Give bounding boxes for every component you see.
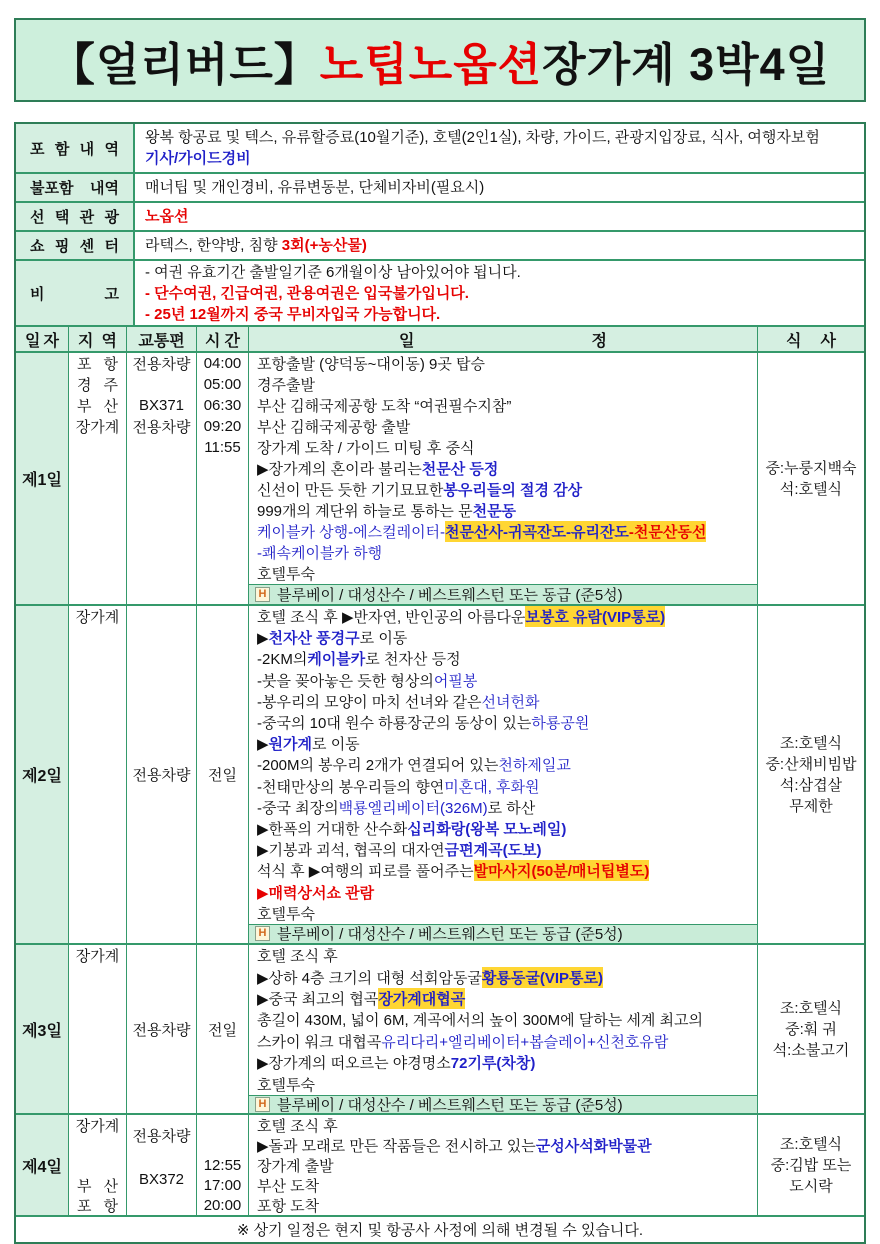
schedule-header-row — [16, 327, 864, 353]
text-segment: ▶한폭의 거대한 산수화 — [257, 820, 408, 838]
text-segment: 일 — [399, 332, 415, 350]
itinerary-line — [249, 881, 757, 902]
day-row — [16, 1115, 864, 1217]
text-segment: 석식 후 ▶여행의 피로를 풀어주는 — [257, 863, 474, 881]
text-segment: 전용차량 — [132, 419, 191, 436]
day-label-cell — [16, 606, 69, 943]
text-segment: 천문동 — [472, 503, 517, 520]
text-segment: ▶ — [257, 735, 269, 753]
schedule-days — [16, 353, 864, 1217]
time-item — [197, 395, 248, 416]
info-row-label — [16, 174, 135, 201]
itinerary-line — [249, 395, 757, 416]
text-segment: ▶장가계의 혼이라 불리는 — [257, 461, 422, 478]
text-segment: 로 하산 — [487, 799, 536, 817]
transport-item — [127, 945, 196, 1113]
itinerary-line — [249, 1175, 757, 1195]
text-segment: 09:20 — [203, 418, 242, 435]
text-segment: 교통편 — [138, 332, 185, 350]
text-segment: - 단수여권, 긴급여권, 관용여권은 입국불가입니다. — [145, 284, 469, 302]
text-segment: BX371 — [138, 397, 185, 414]
hotel-icon: H — [255, 587, 270, 602]
hotel-row — [249, 1095, 757, 1113]
itinerary-line — [249, 606, 757, 627]
text-segment: 비 — [30, 285, 45, 303]
text-segment: 신선이 만든 듯한 기기묘묘한 — [257, 482, 444, 499]
text-segment: BX372 — [138, 1170, 185, 1188]
info-row-content — [135, 261, 864, 325]
text-segment: 999개의 계단위 하늘로 통하는 문 — [257, 503, 473, 520]
text-segment: 전일 — [208, 767, 237, 784]
itinerary-line — [249, 945, 757, 966]
text-segment: 호텔투숙 — [257, 905, 315, 923]
text-segment: 【얼리버드】 — [49, 38, 320, 90]
schedule-header-cell — [197, 327, 249, 351]
itinerary-line — [249, 374, 757, 395]
transport-item — [127, 416, 196, 437]
tour-title — [14, 18, 866, 102]
day-label: 제2일 — [22, 768, 62, 785]
itinerary-cell — [249, 945, 758, 1113]
text-segment: 택 — [54, 209, 70, 226]
meal-line: 중:김밥 또는 — [770, 1156, 852, 1174]
transport-item — [127, 395, 196, 416]
itinerary-line — [249, 542, 757, 563]
text-segment: 포 — [30, 140, 45, 158]
itinerary-line — [249, 500, 757, 521]
text-segment: ▶돌과 모래로 만든 작품들은 전시하고 있는 — [257, 1137, 536, 1155]
itinerary-line — [249, 458, 757, 479]
text-segment: 부산 김해국제공항 출발 — [257, 419, 411, 436]
text-segment: 핑 — [54, 238, 70, 255]
text-segment: 장가계 — [75, 1117, 120, 1135]
hotel-icon: H — [255, 926, 270, 941]
text-segment: ▶매력상서쇼 관람 — [257, 884, 375, 902]
text-segment: 주 — [103, 377, 118, 394]
text-segment: 내 — [79, 140, 95, 158]
time-item — [197, 606, 248, 943]
text-segment: 사 — [820, 332, 836, 350]
text-segment: 장가계 3박4일 — [542, 38, 831, 90]
time-item — [197, 416, 248, 437]
transport-cell — [127, 353, 197, 604]
text-segment: 장가계 출발 — [257, 1157, 334, 1175]
info-line — [145, 177, 864, 198]
text-segment: 시 — [205, 332, 221, 350]
itinerary-line — [249, 839, 757, 860]
info-row-content — [135, 124, 864, 172]
text-segment: 스카이 워크 대협곡 — [257, 1033, 382, 1051]
text-segment: 천자산 풍경구 — [268, 630, 360, 648]
region-item — [69, 395, 126, 416]
text-segment: 간 — [224, 332, 240, 350]
itinerary-cell — [249, 606, 758, 943]
text-segment: 06:30 — [203, 397, 242, 414]
itinerary-line — [249, 563, 757, 584]
text-segment: 어필봉 — [433, 672, 478, 690]
info-line — [145, 304, 864, 325]
text-segment: 광 — [104, 209, 119, 226]
tour-info-section — [16, 124, 864, 327]
text-segment: -붓을 꽂아놓은 듯한 형상의 — [257, 672, 434, 690]
text-segment: 전용차량 — [132, 356, 191, 373]
meal-line: 도시락 — [789, 1177, 833, 1195]
schedule-header-cell — [127, 327, 197, 351]
meal-cell — [758, 606, 864, 943]
text-segment: 경주출발 — [257, 377, 315, 394]
day-label-cell — [16, 1115, 69, 1215]
itinerary-line — [249, 1195, 757, 1215]
text-segment: 금편계곡(도보) — [444, 842, 542, 860]
text-segment: 노팁노옵션 — [319, 38, 543, 90]
text-segment: 고 — [104, 285, 119, 303]
day-label: 제3일 — [22, 1022, 62, 1040]
hotel-row — [249, 924, 757, 943]
meal-line: 조:호텔식 — [779, 999, 843, 1017]
transport-cell — [127, 1115, 197, 1215]
info-row — [16, 261, 864, 327]
transport-item — [127, 353, 196, 374]
time-item — [197, 1175, 248, 1195]
text-segment: 20:00 — [203, 1196, 242, 1214]
region-cell — [69, 353, 127, 604]
itinerary-cell — [249, 1115, 758, 1215]
text-segment: 전일 — [208, 1021, 237, 1039]
text-segment: 천문산사-귀곡잔도-유리잔도 — [445, 521, 629, 542]
itinerary-line — [249, 353, 757, 374]
text-segment: 일 — [25, 332, 41, 350]
text-segment: 천하제일교 — [498, 757, 571, 775]
itinerary-line — [249, 966, 757, 987]
text-segment: -봉우리의 모양이 마치 선녀와 같은 — [257, 693, 482, 711]
itinerary-line — [249, 521, 757, 542]
text-segment: 05:00 — [203, 376, 242, 393]
itinerary-cell — [249, 353, 758, 604]
text-segment: 자 — [43, 332, 59, 350]
text-segment: 3회(+농산물) — [281, 237, 367, 254]
meal-cell — [758, 353, 864, 604]
meal-line: 석:삼겹살 — [779, 776, 843, 794]
info-row-content — [135, 232, 864, 259]
text-segment: 부산 김해국제공항 도착 “여권필수지참” — [257, 398, 512, 415]
region-item — [69, 606, 126, 627]
region-item — [69, 1115, 126, 1135]
meal-cell — [758, 945, 864, 1113]
region-cell — [69, 945, 127, 1113]
text-segment: 호텔투숙 — [257, 566, 315, 583]
info-line — [145, 262, 864, 283]
hotel-icon: H — [255, 1097, 270, 1112]
hotel-name: 블루베이 / 대성산수 / 베스트웨스턴 또는 동급 (준5성) — [277, 587, 623, 604]
info-row-content — [135, 174, 864, 201]
info-line — [145, 127, 864, 148]
itinerary-line — [249, 712, 757, 733]
text-segment: 장가계 — [75, 419, 120, 436]
itinerary-line — [249, 754, 757, 775]
time-item — [197, 437, 248, 458]
text-segment: 총길이 430M, 넓이 6M, 계곡에서의 높이 300M에 달하는 세계 최고의 — [257, 1012, 704, 1030]
itinerary-line — [249, 416, 757, 437]
text-segment: - 여권 유효기간 출발일기준 6개월이상 남아있어야 됩니다. — [145, 263, 521, 281]
info-row-label — [16, 124, 135, 172]
text-segment: ▶기봉과 괴석, 협곡의 대자연 — [257, 842, 445, 860]
text-segment: 보봉호 유람(VIP통로) — [525, 606, 665, 627]
text-segment: 센 — [79, 238, 95, 255]
text-segment: 라텍스, 한약방, 침향 — [145, 237, 282, 254]
text-segment: 매너팁 및 개인경비, 유류변동분, 단체비자비(필요시) — [145, 179, 485, 196]
transport-item — [127, 1169, 196, 1189]
time-cell — [197, 353, 249, 604]
text-segment: 부 — [77, 398, 92, 415]
text-segment: 내역 — [90, 180, 119, 197]
text-segment: 산 — [103, 1177, 118, 1195]
text-segment: 역 — [101, 332, 117, 350]
text-segment: 04:00 — [203, 355, 242, 372]
transport-item — [127, 1125, 196, 1145]
itinerary-line — [249, 648, 757, 669]
time-item — [197, 945, 248, 1113]
text-segment: 미혼대, 후화원 — [444, 778, 540, 796]
hotel-name: 블루베이 / 대성산수 / 베스트웨스턴 또는 동급 (준5성) — [277, 1096, 623, 1113]
text-segment: 호텔 조식 후 ▶반자연, 반인공의 아름다운 — [257, 609, 526, 627]
text-segment: 노옵션 — [145, 208, 189, 225]
text-segment: 군성사석화박물관 — [535, 1137, 652, 1155]
itinerary-line — [249, 691, 757, 712]
text-segment: 장가계 — [75, 609, 120, 627]
meal-line: 조:호텔식 — [779, 734, 843, 752]
meal-line: 무제한 — [789, 797, 833, 815]
text-segment: 터 — [104, 238, 119, 255]
text-segment: 선녀헌화 — [481, 693, 540, 711]
text-segment: 전용차량 — [132, 767, 191, 784]
text-segment: 전용차량 — [132, 1021, 191, 1039]
text-segment: 17:00 — [203, 1176, 242, 1194]
info-row — [16, 174, 864, 203]
time-item — [197, 374, 248, 395]
meal-line: 석:호텔식 — [779, 480, 843, 498]
region-item — [69, 374, 126, 395]
info-row — [16, 203, 864, 232]
text-segment: -중국 최장의 — [257, 799, 339, 817]
text-segment: 부산 도착 — [257, 1177, 320, 1195]
text-segment: 장가계대협곡 — [378, 988, 465, 1009]
info-row-label — [16, 232, 135, 259]
region-item — [69, 353, 126, 374]
day-label: 제4일 — [22, 1158, 62, 1176]
itinerary-line — [249, 1009, 757, 1030]
itinerary-line — [249, 1135, 757, 1155]
info-row-label — [16, 203, 135, 230]
itinerary-line — [249, 776, 757, 797]
transport-cell — [127, 945, 197, 1113]
itinerary-line — [249, 437, 757, 458]
itinerary-line — [249, 1155, 757, 1175]
text-segment: -2KM의 — [257, 651, 308, 669]
itinerary-line — [249, 797, 757, 818]
itinerary-line — [249, 627, 757, 648]
schedule-header-cell — [249, 327, 758, 351]
text-segment: 경 — [77, 377, 92, 394]
text-segment: 천문산 등정 — [421, 461, 499, 478]
text-segment: 로 이동 — [359, 630, 408, 648]
itinerary-line — [249, 1115, 757, 1135]
text-segment: ▶장가계의 떠오르는 야경명소 — [257, 1055, 451, 1073]
text-segment: 로 천자산 등정 — [365, 651, 461, 669]
text-segment: ▶ — [257, 629, 269, 647]
text-segment: 하룡공원 — [531, 715, 590, 733]
text-segment: 함 — [54, 140, 70, 158]
text-segment: - 25년 12월까지 중국 무비자입국 가능합니다. — [145, 305, 441, 323]
hotel-row — [249, 584, 757, 604]
itinerary-line — [249, 818, 757, 839]
text-segment: 케이블카 — [307, 651, 366, 669]
region-cell — [69, 606, 127, 943]
text-segment: 불포함 — [30, 180, 74, 197]
time-item — [197, 353, 248, 374]
meal-line: 석:소불고기 — [772, 1041, 850, 1059]
text-segment: -천문산동선 — [629, 521, 706, 542]
text-segment: 항 — [103, 1197, 118, 1215]
transport-item — [127, 606, 196, 943]
text-segment: 쇼 — [30, 238, 45, 255]
itinerary-table — [14, 122, 866, 1244]
text-segment: 봉우리들의 절경 감상 — [443, 482, 583, 499]
text-segment: 발마사지(50분/매너팁별도) — [474, 860, 650, 881]
text-segment: 장가계 도착 / 가이드 미팅 후 중식 — [257, 440, 475, 457]
meal-line: 조:호텔식 — [779, 1135, 843, 1153]
text-segment: 부 — [77, 1177, 92, 1195]
text-segment: 12:55 — [203, 1156, 242, 1174]
schedule-header-cell — [69, 327, 127, 351]
day-label-cell — [16, 945, 69, 1113]
meal-line: 중:산채비빔밥 — [765, 755, 857, 773]
schedule-header-cell — [758, 327, 864, 351]
text-segment: 호텔 조식 후 — [257, 1117, 338, 1135]
info-row — [16, 232, 864, 261]
day-label-cell — [16, 353, 69, 604]
text-segment: 포 — [77, 356, 92, 373]
text-segment: -천태만상의 봉우리들의 향연 — [257, 778, 445, 796]
text-segment: 포항출발 (양덕동~대이동) 9곳 탑승 — [257, 356, 485, 373]
itinerary-line — [249, 479, 757, 500]
info-line — [145, 283, 864, 304]
region-item — [69, 1175, 126, 1195]
text-segment: ▶중국 최고의 협곡 — [257, 990, 379, 1008]
meal-line: 중:훠 궈 — [785, 1020, 837, 1038]
text-segment: 케이블카 상행-에스컬레이터- — [257, 524, 446, 541]
day-row — [16, 945, 864, 1115]
text-segment: 포 — [77, 1197, 92, 1215]
text-segment: 장가계 — [75, 948, 120, 966]
text-segment: 지 — [78, 332, 94, 350]
day-row — [16, 353, 864, 606]
info-line — [145, 206, 864, 227]
text-segment: 호텔 조식 후 — [257, 948, 338, 966]
text-segment: 산 — [103, 398, 118, 415]
text-segment: ▶상하 4층 크기의 대형 석회암동굴 — [257, 969, 482, 987]
text-segment: 선 — [30, 209, 45, 226]
text-segment: 관 — [79, 209, 95, 226]
itinerary-line — [249, 1073, 757, 1094]
text-segment: 포항 도착 — [257, 1197, 320, 1215]
time-cell — [197, 606, 249, 943]
itinerary-line — [249, 988, 757, 1009]
time-item — [197, 1195, 248, 1215]
itinerary-line — [249, 733, 757, 754]
region-cell — [69, 1115, 127, 1215]
text-segment: 로 이동 — [312, 736, 360, 754]
itinerary-line — [249, 1031, 757, 1052]
time-item — [197, 1155, 248, 1175]
itinerary-line — [249, 1052, 757, 1073]
region-item — [69, 945, 126, 966]
text-segment: 백룡엘리베이터(326M) — [338, 799, 488, 817]
info-row-content — [135, 203, 864, 230]
hotel-name: 블루베이 / 대성산수 / 베스트웨스턴 또는 동급 (준5성) — [277, 926, 623, 943]
transport-cell — [127, 606, 197, 943]
meal-line: 중:누룽지백숙 — [765, 459, 857, 477]
itinerary-line — [249, 903, 757, 924]
info-line — [145, 148, 864, 169]
text-segment: 황룡동굴(VIP통로) — [482, 967, 603, 988]
time-cell — [197, 945, 249, 1113]
info-row-label — [16, 261, 135, 325]
text-segment: 기사/가이드경비 — [145, 150, 251, 167]
text-segment: 유리다리+엘리베이터+봅슬레이+신천호유람 — [381, 1033, 669, 1051]
itinerary-line — [249, 860, 757, 881]
day-label: 제1일 — [22, 472, 62, 489]
schedule-footnote: ※ 상기 일정은 현지 및 항공사 사정에 의해 변경될 수 있습니다. — [236, 1222, 644, 1239]
meal-cell — [758, 1115, 864, 1215]
text-segment: 정 — [591, 332, 607, 350]
text-segment: 전용차량 — [132, 1127, 191, 1145]
text-segment: 왕복 항공료 및 텍스, 유류할증료(10월기준), 호텔(2인1실), 차량, 가이드, 관광지입장료, 식사, 여행자보험 — [145, 129, 820, 146]
text-segment: 72기루(차창) — [450, 1055, 536, 1073]
text-segment: -쾌속케이블카 하행 — [257, 545, 383, 562]
text-segment: -200M의 봉우리 2개가 연결되어 있는 — [257, 757, 499, 775]
text-segment: 역 — [104, 140, 119, 158]
text-segment: 원가계 — [268, 736, 313, 754]
time-cell — [197, 1115, 249, 1215]
text-segment: 11:55 — [204, 439, 241, 456]
info-line — [145, 235, 864, 256]
text-segment: 호텔투숙 — [257, 1076, 315, 1094]
day-row — [16, 606, 864, 945]
schedule-header-cell — [16, 327, 69, 351]
text-segment: -중국의 10대 원수 하룡장군의 동상이 있는 — [257, 715, 532, 733]
text-segment: 십리화랑(왕복 모노레일) — [407, 820, 567, 838]
itinerary-line — [249, 670, 757, 691]
info-row — [16, 124, 864, 174]
region-item — [69, 416, 126, 437]
text-segment: 항 — [103, 356, 118, 373]
region-item — [69, 1195, 126, 1215]
text-segment: 식 — [786, 332, 802, 350]
